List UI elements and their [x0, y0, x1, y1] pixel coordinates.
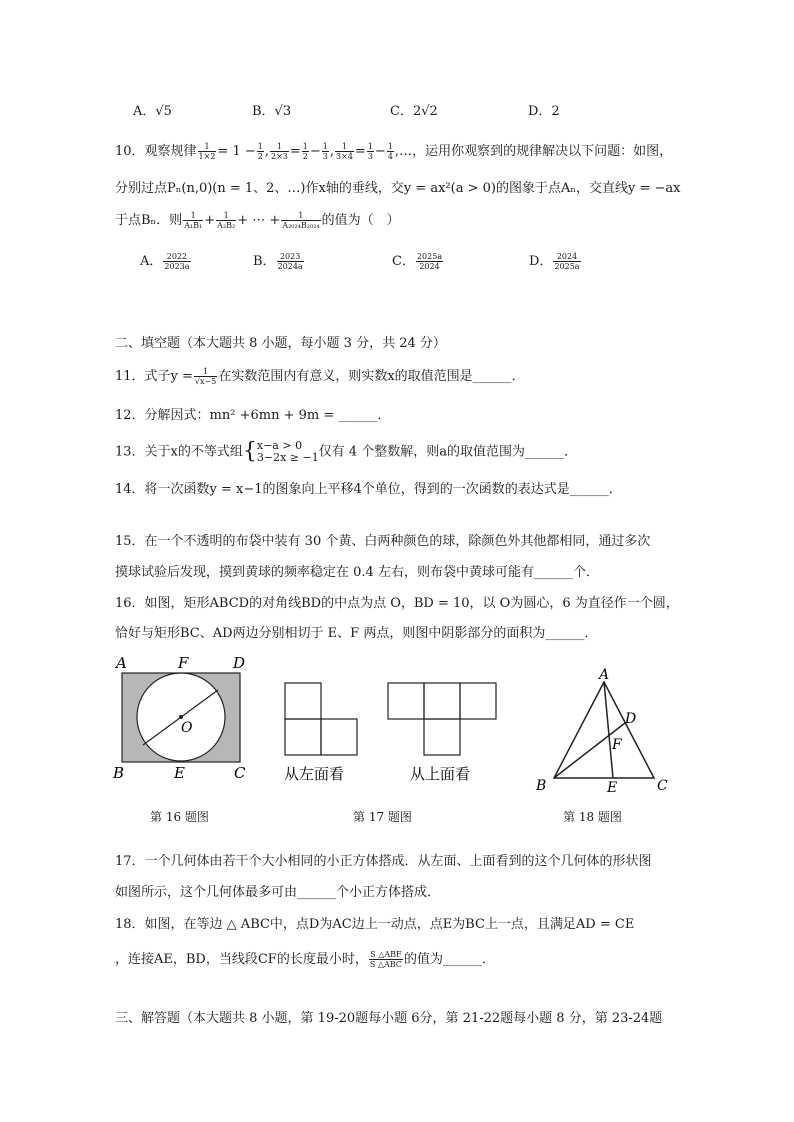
q10-line1: 10．观察规律 $\frac{1}{1\times 2}$ = 1 − $\frac{1}{2}$ , $\frac{1}{2\times 3}$ = $\frac{1}{2}$ − $\frac{1}{3}$ , $\frac{1}{3\times 4}$ = $\frac{1}{3}$ − $\frac{1}{4}$ ,…，运用你观察到的规律解决以下问题：如图， [115, 142, 673, 161]
fig16-label-e: E [174, 764, 185, 782]
fig16-caption: 第 16 题图 [150, 810, 209, 824]
q9-option-d: D．2 [528, 104, 560, 119]
fig17-top-view [388, 683, 496, 755]
section2-heading: 二、填空题（本大题共 8 小题，每小题 3 分，共 24 分） [115, 336, 446, 351]
fig16-label-c: C [234, 764, 246, 782]
q13-start: 13．关于x的不等式组 [115, 444, 243, 460]
q10-frac-example-1: $\frac{1}{1\times 2}$ [198, 142, 216, 161]
fig16-center-dot [179, 715, 183, 719]
fig17-left-caption: 从左面看 [284, 765, 345, 783]
q10-option-d: D． $\frac{2024}{2025a}$ [529, 252, 580, 271]
q16-line2: 恰好与矩形BC、AD两边分别相切于 E、F 两点，则图中阴影部分的面积为______． [115, 626, 598, 641]
q9-option-b: B．√3 [252, 104, 292, 119]
q10-option-a: A． $\frac{2022}{2023a}$ [140, 252, 190, 271]
fig18-label-c: C [657, 778, 668, 794]
section3-heading: 三、解答题（本大题共 8 小题，第 19-20题每小题 6分，第 21-22题每小题 8 分，第 23-24题 [115, 1011, 663, 1026]
q18-line1: 18．如图，在等边 △ ABC中，点D为AC边上一动点，点E为BC上一点，且满足AD = CE [115, 917, 635, 932]
fig18-label-b: B [536, 778, 547, 794]
q10-line1-start: 10．观察规律 [115, 144, 197, 159]
q11-start: 11．式子y = [115, 369, 193, 384]
fig16-label-a: A [116, 654, 127, 672]
fig18-caption: 第 18 题图 [563, 810, 622, 824]
q13-row1: x−a > 0 [256, 439, 303, 452]
q10-option-b: B． $\frac{2023}{2024a}$ [253, 252, 303, 271]
q9-option-c: C．2√2 [390, 104, 438, 119]
q12: 12．分解因式：mn² +6mn + 9m = ______． [115, 408, 391, 423]
fig18-label-a: A [599, 668, 610, 683]
q18-frac-num: S △ABF [370, 950, 402, 959]
figure-17 [278, 675, 508, 790]
fig16-label-b: B [113, 764, 125, 782]
fig18-label-d: D [625, 711, 637, 727]
fig18-label-f: F [612, 737, 622, 753]
q10-line3: 于点Bₙ．则 $\frac{1}{\text{A₁B₁}}$ + $\frac{1}{\text{A₂B₂}}$ + ⋯ + $\frac{1}{\text{A₂₀₂₄B₂₀₂₄}}$ 的值为（ ） [115, 211, 400, 230]
q11-end: 在实数范围内有意义，则实数x的取值范围是______． [218, 369, 525, 384]
q10-line3-start: 于点Bₙ．则 [115, 213, 183, 228]
q13-end: 仅有 4 个整数解，则a的取值范围为______． [318, 444, 578, 460]
q10-line2: 分别过点Pₙ(n,0)(n = 1、2、…)作x轴的垂线，交y = ax²(a > 0)的图象于点Aₙ，交直线y = −ax [115, 181, 681, 196]
fig16-label-f: F [178, 654, 189, 672]
fig16-label-o: O [181, 720, 193, 736]
q10-line1-mid: = 1 − [217, 144, 256, 159]
q18-line2 [115, 948, 495, 969]
q17-line2: 如图所示，这个几何体最多可由______个小正方体搭成． [115, 885, 441, 900]
q10-line1-end: …，运用你观察到的规律解决以下问题：如图， [399, 144, 673, 159]
fig17-left-view [285, 683, 357, 755]
q9-option-a: A．√5 [133, 104, 172, 119]
q18-line2-end: 的值为______． [403, 952, 495, 967]
q10-option-c: C． $\frac{2025a}{2024}$ [392, 252, 443, 271]
figure-16 [110, 650, 260, 790]
q13: 13．关于x的不等式组{ x−a > 0 3−2x ≥ −1 仅有 4 个整数解，则a的取值范围为______． [115, 439, 578, 464]
figure-18 [530, 668, 680, 798]
fig17-top-caption: 从上面看 [410, 765, 471, 783]
fig18-label-e: E [607, 780, 618, 796]
q16-line1: 16．如图，矩形ABCD的对角线BD的中点为点 O，BD = 10，以 O为圆心，6 为直径作一个圆， [115, 596, 679, 611]
fig17-caption: 第 17 题图 [353, 810, 412, 824]
q18-frac-den: S △ABC [369, 960, 402, 969]
q15-line1: 15．在一个不透明的布袋中装有 30 个黄、白两种颜色的球，除颜色外其他都相同，通过多次 [115, 534, 651, 549]
q14: 14．将一次函数y = x−1的图象向上平移4个单位，得到的一次函数的表达式是______． [115, 482, 622, 497]
q10-line3-end: 的值为（ ） [321, 213, 400, 228]
q11: 11．式子y = $\frac{1}{√x-5}$ 在实数范围内有意义，则实数x的取值范围是______． [115, 367, 525, 386]
q18-line2-start: ，连接AE，BD，当线段CF的长度最小时， [115, 952, 368, 967]
q13-row2: 3−2x ≥ −1 [256, 451, 319, 464]
q15-line2: 摸球试验后发现，摸到黄球的频率稳定在 0.4 左右，则布袋中黄球可能有______个． [115, 565, 599, 580]
q17-line1: 17．一个几何体由若干个大小相同的小正方体搭成．从左面、上面看到的这个几何体的形状图 [115, 854, 652, 869]
fig16-label-d: D [233, 654, 246, 672]
fig18-triangle [554, 682, 654, 778]
